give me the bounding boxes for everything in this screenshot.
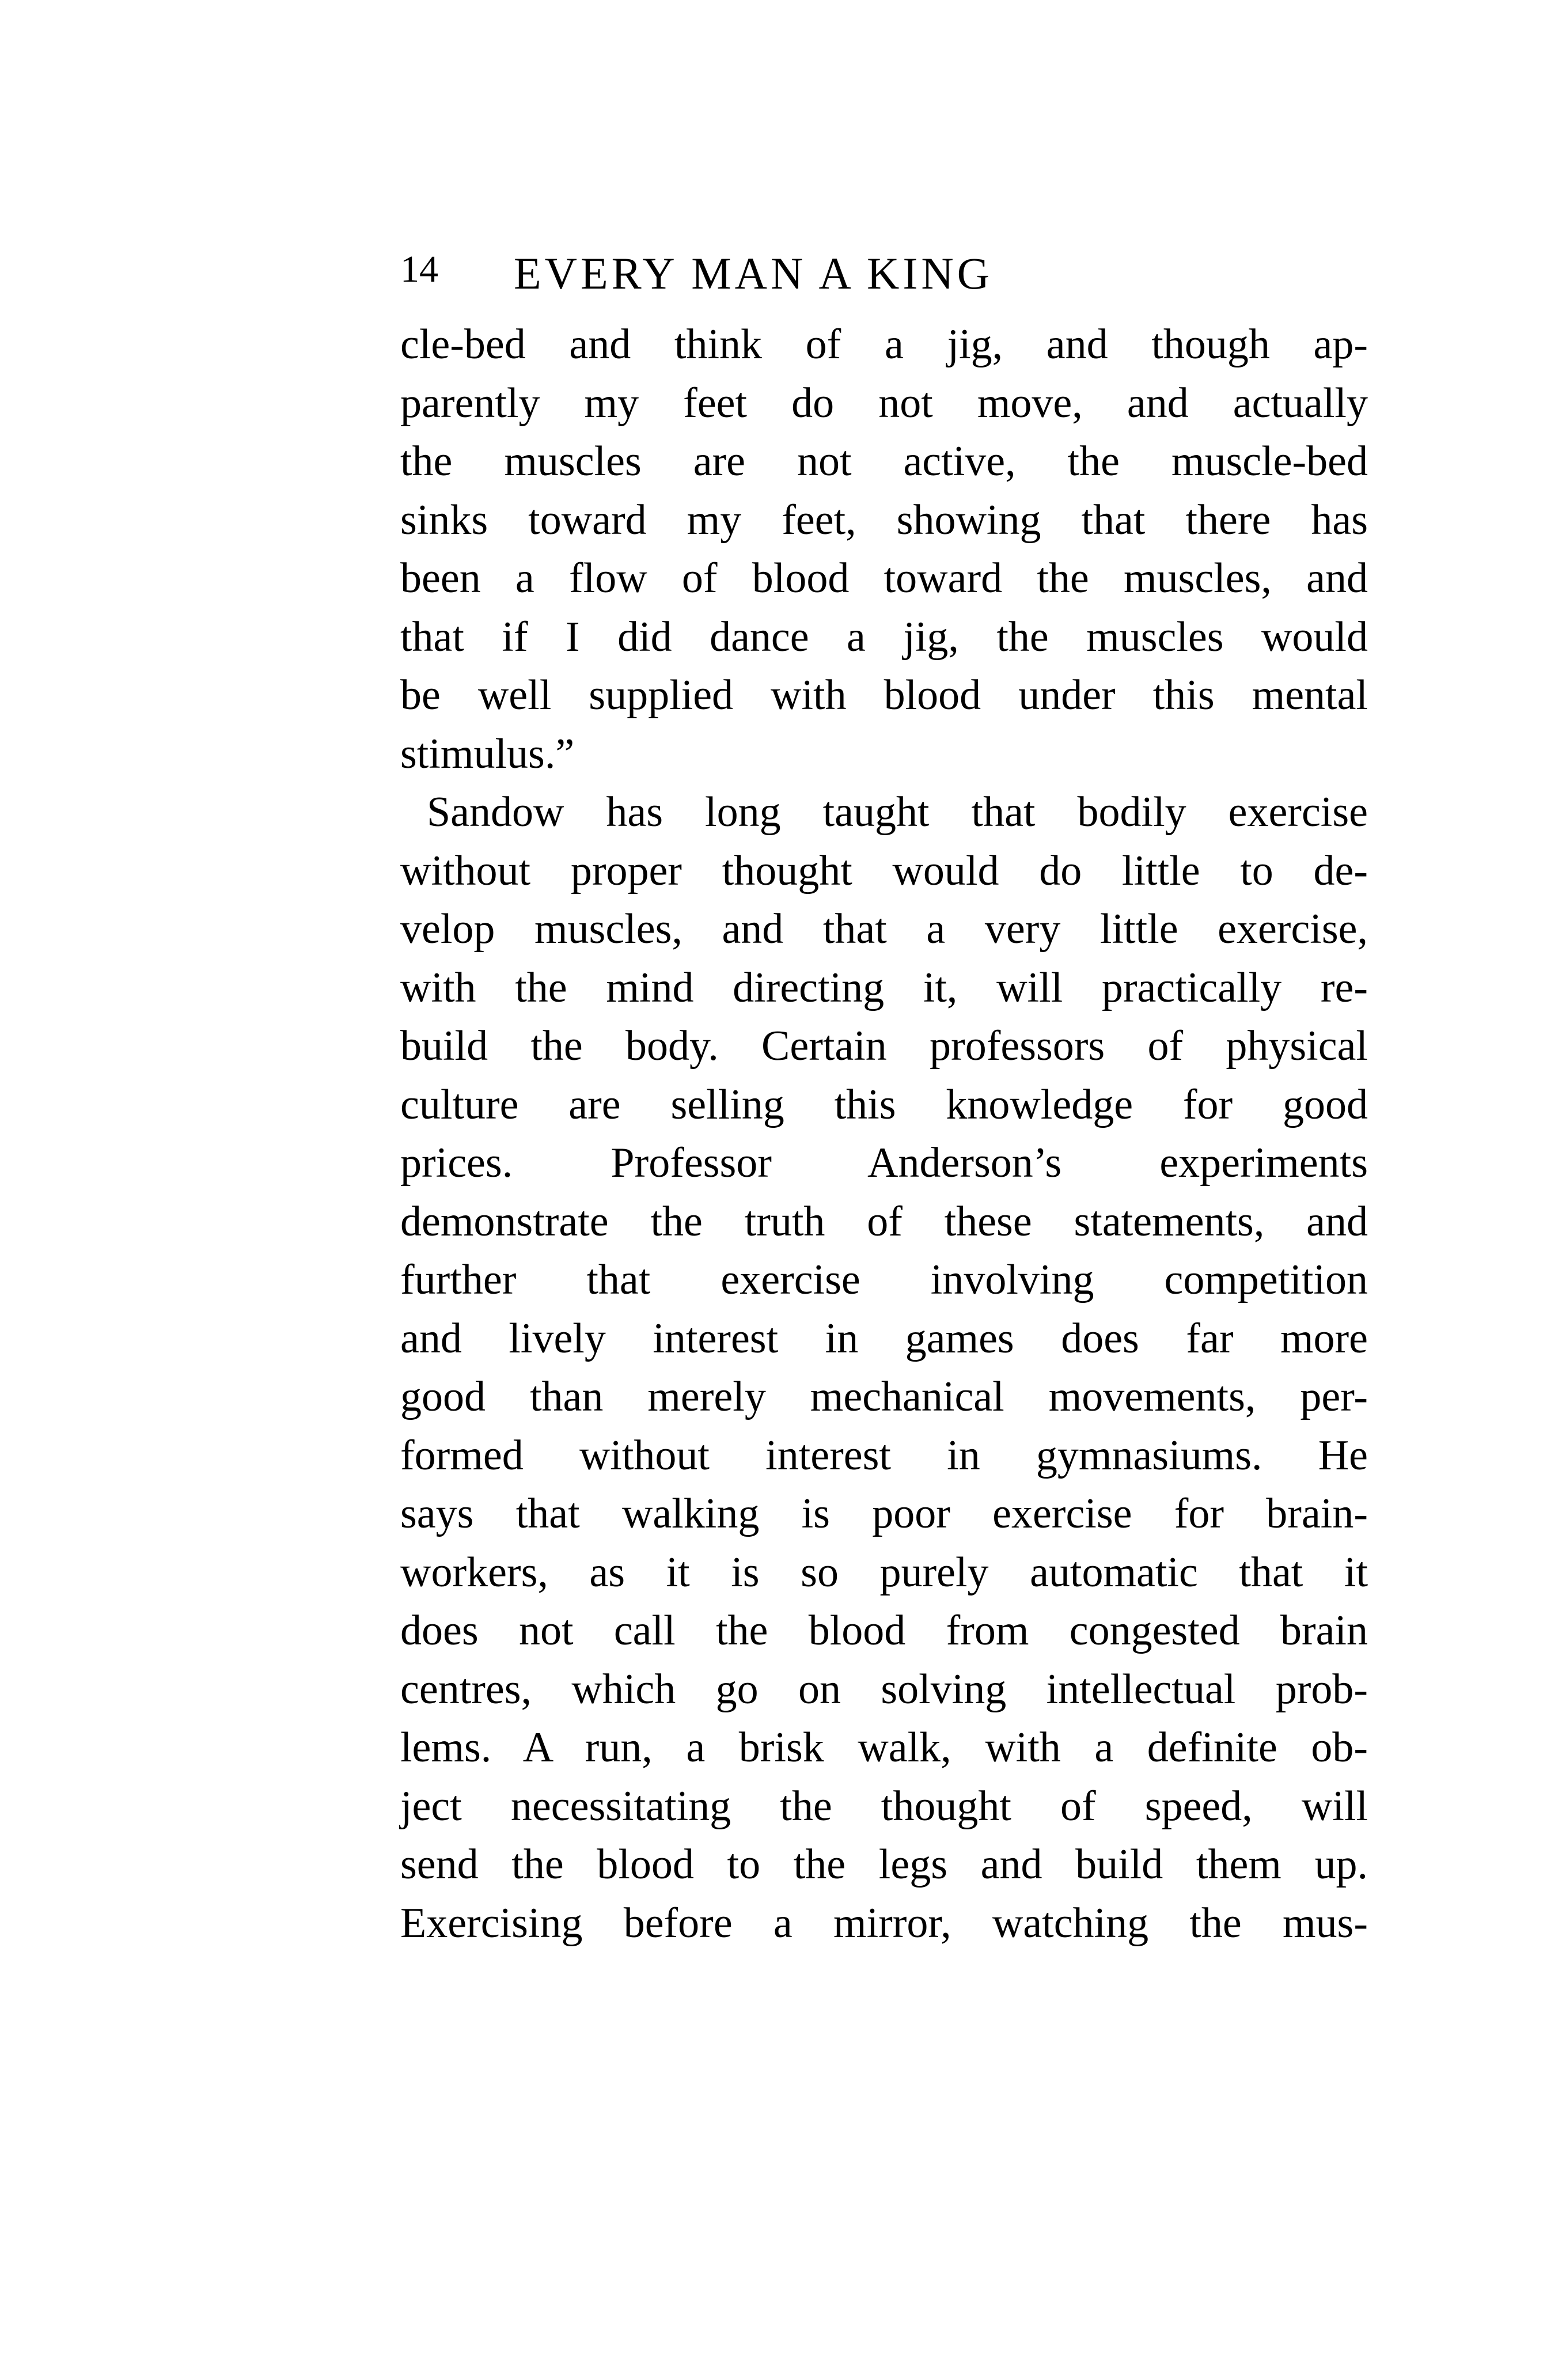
text-line: be well supplied with blood under this mental: [400, 672, 1368, 719]
text-line: build the body. Certain professors of physical: [400, 1022, 1368, 1070]
text-line: the muscles are not active, the muscle-bed: [400, 438, 1368, 485]
text-line: without proper thought would do little to de-: [400, 847, 1368, 895]
text-line: stimulus.”: [400, 730, 575, 778]
text-line: good than merely mechanical movements, per-: [400, 1373, 1368, 1420]
text-line: formed without interest in gymnasiums. He: [400, 1431, 1368, 1479]
text-line: further that exercise involving competition: [400, 1256, 1368, 1303]
text-line: centres, which go on solving intellectual prob-: [400, 1665, 1368, 1713]
text-line: velop muscles, and that a very little exercise,: [400, 905, 1368, 953]
running-header: [400, 248, 1368, 300]
text-line: workers, as it is so purely automatic that it: [400, 1548, 1368, 1596]
text-line: Exercising before a mirror, watching the mus-: [400, 1899, 1368, 1947]
text-line: Sandow has long taught that bodily exercise: [427, 789, 1368, 836]
text-line: prices. Professor Anderson’s experiments: [400, 1139, 1368, 1187]
running-title: EVERY MAN A KING: [514, 248, 993, 298]
text-line: cle-bed and think of a jig, and though ap-: [400, 321, 1368, 368]
text-line: lems. A run, a brisk walk, with a definite ob-: [400, 1724, 1368, 1771]
text-line: parently my feet do not move, and actually: [400, 379, 1368, 427]
text-line: sinks toward my feet, showing that there has: [400, 496, 1368, 544]
text-line: been a flow of blood toward the muscles, and: [400, 555, 1368, 602]
text-line: and lively interest in games does far more: [400, 1314, 1368, 1362]
text-line: culture are selling this knowledge for good: [400, 1081, 1368, 1128]
text-line: with the mind directing it, will practically re-: [400, 964, 1368, 1011]
body-text: [400, 316, 1368, 1953]
text-line: says that walking is poor exercise for brain-: [400, 1490, 1368, 1537]
page-number: 14: [400, 248, 438, 290]
text-line: send the blood to the legs and build them up.: [400, 1841, 1368, 1888]
text-line: does not call the blood from congested brain: [400, 1607, 1368, 1654]
text-line: demonstrate the truth of these statements, and: [400, 1197, 1368, 1245]
text-line: ject necessitating the thought of speed, will: [400, 1782, 1368, 1830]
text-line: that if I did dance a jig, the muscles would: [400, 613, 1368, 661]
